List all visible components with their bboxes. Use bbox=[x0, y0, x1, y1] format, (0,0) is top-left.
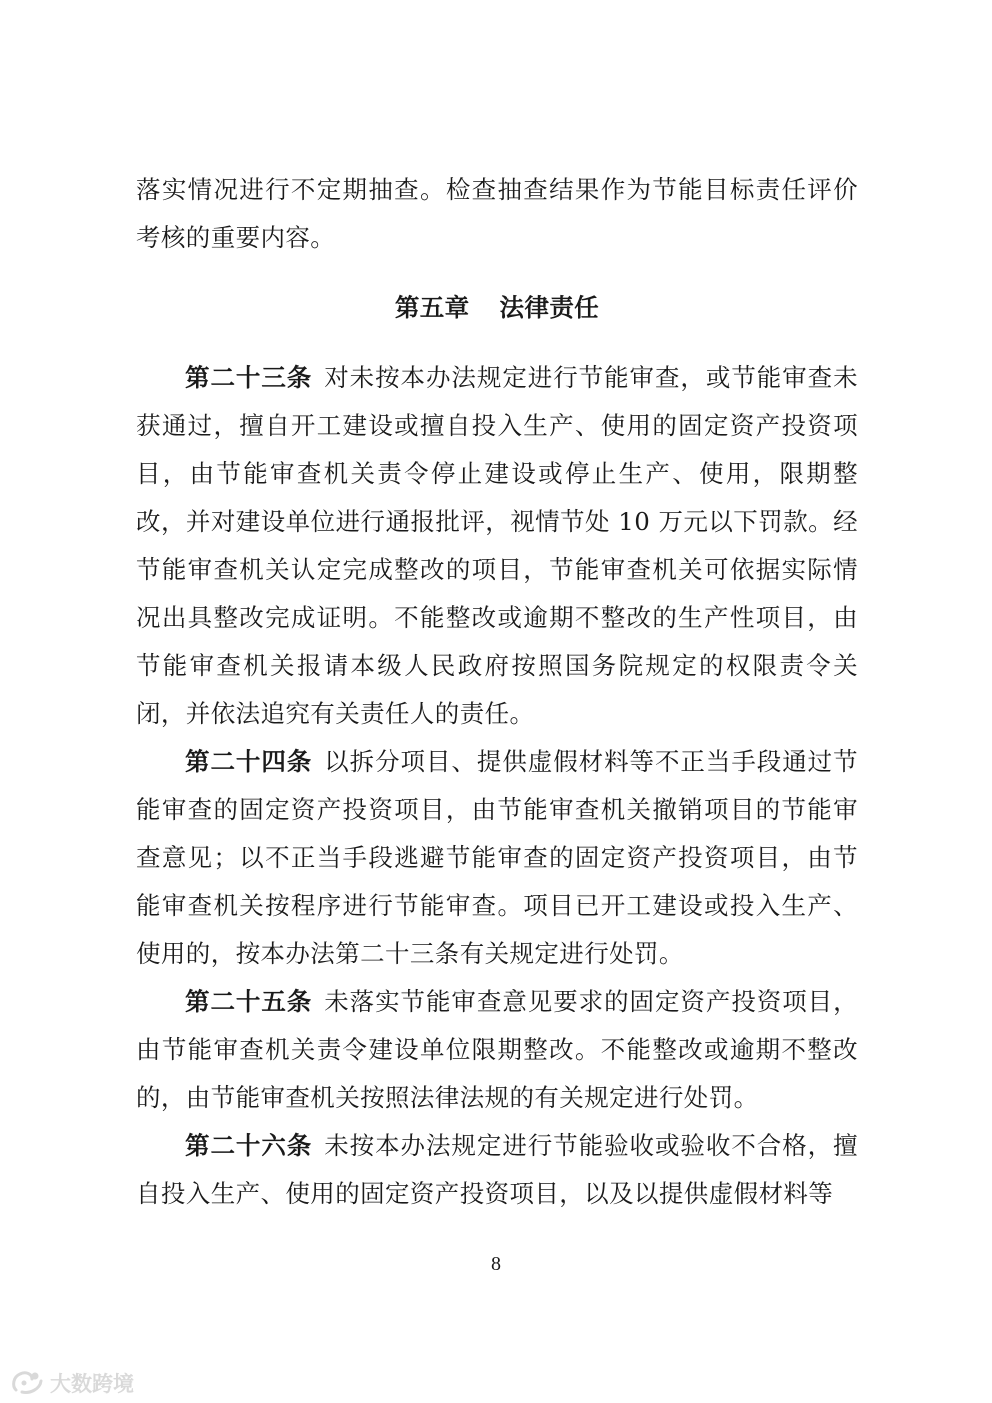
article-23 bbox=[136, 354, 858, 738]
continuation-text: 落实情况进行不定期抽查。检查抽查结果作为节能目标责任评价考核的重要内容。 bbox=[136, 175, 858, 252]
watermark bbox=[10, 1366, 134, 1400]
page-number: 8 bbox=[491, 1253, 501, 1275]
article-label: 第二十四条 bbox=[185, 747, 313, 776]
continuation-paragraph bbox=[136, 166, 858, 262]
article-text: 对未按本办法规定进行节能审查，或节能审查未获通过，擅自开工建设或擅自投入生产、使用的固定资产投资项目，由节能审查机关责令停止建设或停止生产、使用，限期整改，并对建设单位进行通报批评，视情节处 10 万元以下罚款。经节能审查机关认定完成整改的项目，节能审查机关可依据实际情况出具整改完成证明。不能整改或逾期不整改的生产性项目，由节能审查机关报请本级人民政府按照国务院规定的权限责令关闭，并依法追究有关责任人的责任。 bbox=[136, 363, 858, 728]
watermark-text: 大数跨境 bbox=[50, 1372, 134, 1396]
article-25 bbox=[136, 978, 858, 1122]
article-label: 第二十六条 bbox=[185, 1131, 313, 1160]
article-label: 第二十五条 bbox=[185, 987, 313, 1016]
chapter-number: 第五章 bbox=[394, 293, 470, 322]
watermark-logo-icon bbox=[10, 1368, 46, 1398]
article-24 bbox=[136, 738, 858, 978]
chapter-title: 法律责任 bbox=[499, 293, 600, 322]
article-label: 第二十三条 bbox=[185, 363, 313, 392]
chapter-heading bbox=[136, 284, 858, 332]
article-text: 以拆分项目、提供虚假材料等不正当手段通过节能审查的固定资产投资项目，由节能审查机关撤销项目的节能审查意见；以不正当手段逃避节能审查的固定资产投资项目，由节能审查机关按程序进行节能审查。项目已开工建设或投入生产、使用的，按本办法第二十三条有关规定进行处罚。 bbox=[136, 747, 858, 968]
article-text: 未落实节能审查意见要求的固定资产投资项目，由节能审查机关责令建设单位限期整改。不能整改或逾期不整改的，由节能审查机关按照法律法规的有关规定进行处罚。 bbox=[136, 987, 858, 1112]
article-26 bbox=[136, 1122, 858, 1218]
document-body bbox=[136, 166, 858, 1218]
article-text: 未按本办法规定进行节能验收或验收不合格，擅自投入生产、使用的固定资产投资项目，以及以提供虚假材料等 bbox=[136, 1131, 858, 1208]
